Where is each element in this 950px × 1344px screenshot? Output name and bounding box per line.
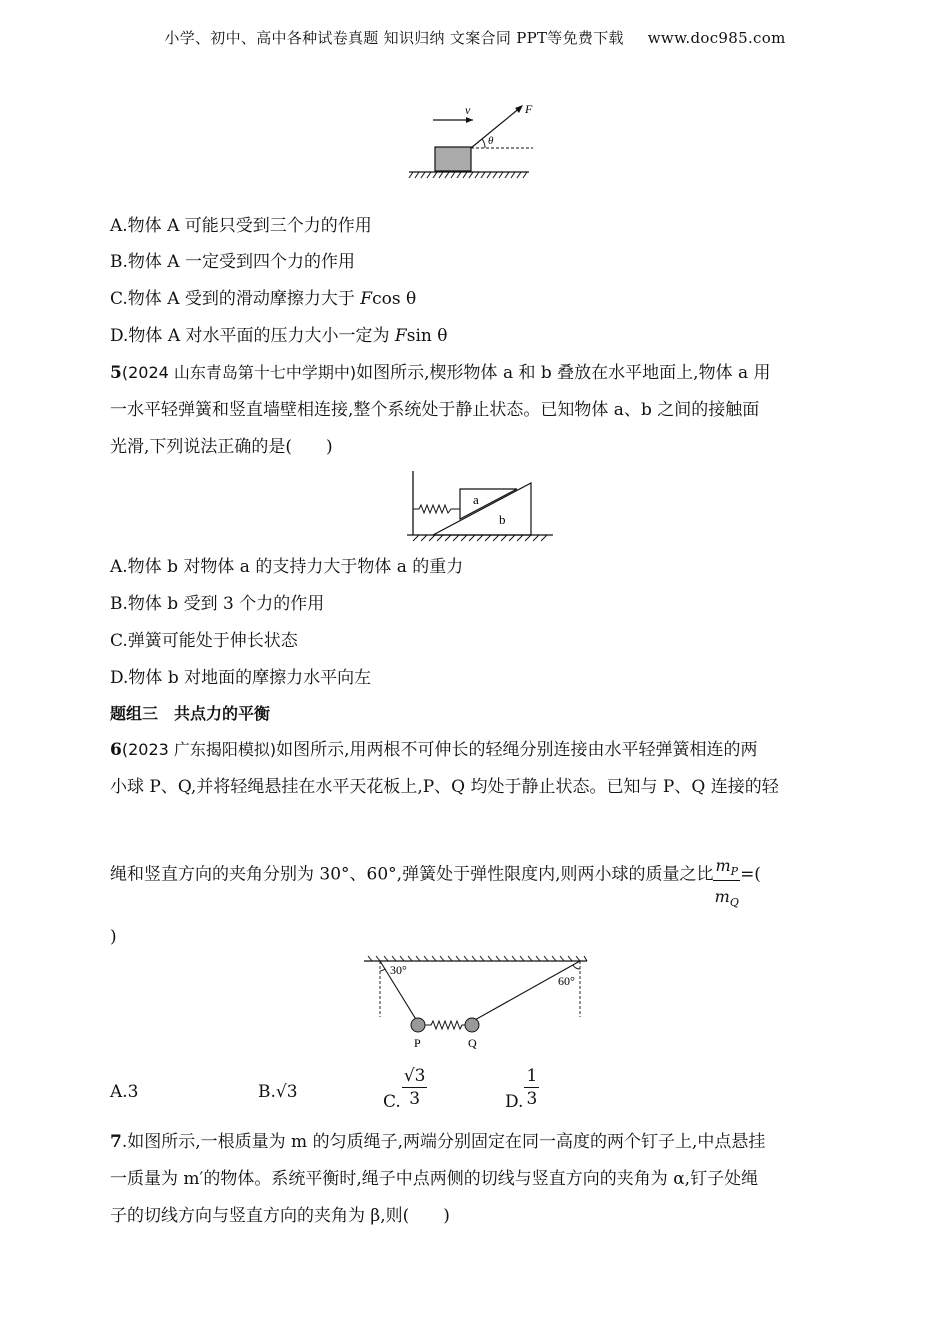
q6-option-a: A.3 <box>110 1082 139 1102</box>
q6-option-c: C. $\frac{√3}{3}$ <box>383 1066 426 1112</box>
mass-ratio-fraction: $\frac{m_P}{m_Q}$ <box>714 856 739 910</box>
q6-option-b: B.√3 <box>258 1082 298 1102</box>
label-b: b <box>499 512 506 527</box>
header-site[interactable]: www.doc985.com <box>647 29 786 47</box>
figure-wedge-spring <box>405 467 555 545</box>
page-header <box>0 27 950 48</box>
label-a: a <box>473 492 479 507</box>
q4-option-a: A.物体 A 可能只受到三个力的作用 <box>110 216 372 236</box>
q6-line3: 绳和竖直方向的夹角分别为 30°、60°,弹簧处于弹性限度内,则两小球的质量之比 $\frac{m_P}{m_Q}$ =( <box>110 856 761 910</box>
header-text: 小学、初中、高中各种试卷真题 知识归纳 文案合同 PPT等免费下载 <box>164 29 624 47</box>
q7-line1: 7.如图所示,一根质量为 m 的匀质绳子,两端分别固定在同一高度的两个钉子上,中点悬挂 <box>110 1132 766 1152</box>
label-angle-30: 30° <box>390 963 407 977</box>
q7-line2: 一质量为 m′的物体。系统平衡时,绳子中点两侧的切线与竖直方向的夹角为 α,钉子处绳 <box>110 1169 759 1189</box>
figure-block-force <box>405 100 545 182</box>
q5-option-a: A.物体 b 对物体 a 的支持力大于物体 a 的重力 <box>110 557 464 577</box>
label-theta: θ <box>488 135 494 147</box>
label-v: v <box>465 103 471 117</box>
label-F: F <box>525 102 533 116</box>
q6-line2: 小球 P、Q,并将轻绳悬挂在水平天花板上,P、Q 均处于静止状态。已知与 P、Q 连接的轻 <box>110 777 779 797</box>
label-angle-60: 60° <box>558 974 575 988</box>
q6-option-d: D. $\frac{1}{3}$ <box>505 1066 538 1112</box>
q6-close-paren: ) <box>110 927 117 947</box>
q5-option-d: D.物体 b 对地面的摩擦力水平向左 <box>110 668 372 688</box>
q5-option-c: C.弹簧可能处于伸长状态 <box>110 631 298 651</box>
figure-hanging-balls <box>358 955 593 1055</box>
label-Q: Q <box>468 1036 477 1050</box>
section-heading: 题组三 共点力的平衡 <box>110 704 271 723</box>
q5-line1: 5(2024 山东青岛第十七中学期中)如图所示,楔形物体 a 和 b 叠放在水平地面上,物体 a 用 <box>110 363 771 383</box>
label-P: P <box>414 1036 421 1050</box>
q5-line2: 一水平轻弹簧和竖直墙壁相连接,整个系统处于静止状态。已知物体 a、b 之间的接触面 <box>110 400 760 420</box>
q4-option-d: D.物体 A 对水平面的压力大小一定为 Fsin θ <box>110 326 448 346</box>
q7-line3: 子的切线方向与竖直方向的夹角为 β,则( ) <box>110 1206 450 1226</box>
q5-option-b: B.物体 b 受到 3 个力的作用 <box>110 594 325 614</box>
q5-line3: 光滑,下列说法正确的是( ) <box>110 437 333 457</box>
q4-option-c: C.物体 A 受到的滑动摩擦力大于 Fcos θ <box>110 289 417 309</box>
q4-option-b: B.物体 A 一定受到四个力的作用 <box>110 252 355 272</box>
q6-line1: 6(2023 广东揭阳模拟)如图所示,用两根不可伸长的轻绳分别连接由水平轻弹簧相连的两 <box>110 740 758 760</box>
